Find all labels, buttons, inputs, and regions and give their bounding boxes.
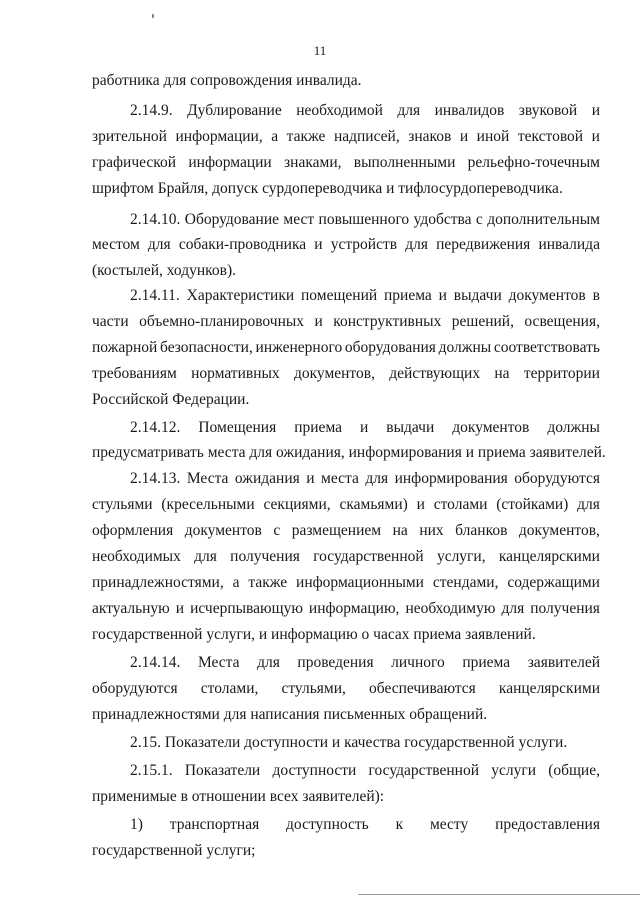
word: передвижения — [436, 236, 531, 253]
text-line — [130, 816, 600, 834]
word: графической — [92, 154, 177, 171]
word: приема — [462, 654, 511, 671]
word: документов — [184, 522, 262, 539]
word: для — [257, 654, 280, 671]
word: (кресельными — [161, 496, 255, 513]
text-line — [92, 128, 600, 146]
word: государственной — [368, 762, 480, 779]
word: требованиям — [92, 365, 177, 382]
word: 2.14.12. — [130, 419, 181, 436]
word: 2.14.9. — [130, 102, 173, 119]
bottom-scan-rule — [358, 894, 640, 895]
text-line: предусматривать места для ожидания, информирования и приема заявителей. — [92, 444, 606, 461]
word: должны — [547, 419, 600, 436]
word: предоставления — [495, 816, 600, 833]
word: зрительной — [92, 128, 167, 145]
word: на — [392, 522, 408, 539]
word: пожарной — [92, 339, 158, 356]
word: (стойками) — [496, 496, 569, 513]
word: содержащими — [507, 574, 600, 591]
text-line: государственной услуги, и информацию о часах приема заявлений. — [92, 626, 536, 643]
word: мест — [283, 211, 315, 228]
word: документов — [452, 419, 530, 436]
text-line — [92, 548, 600, 566]
text-line: работника для сопровождения инвалида. — [92, 72, 362, 89]
word: Характеристики — [186, 287, 295, 304]
word: и — [314, 313, 323, 330]
word: и — [591, 128, 600, 145]
word: услуги — [491, 762, 536, 779]
word: и — [591, 102, 600, 119]
word: инженерного — [255, 339, 343, 356]
word: удобства — [413, 211, 472, 228]
word: доступность — [286, 816, 369, 833]
word: освещения, — [524, 313, 600, 330]
word: 2.15.1. — [130, 762, 173, 779]
word: звуковой — [518, 102, 578, 119]
word: к — [395, 816, 404, 833]
word: обеспечиваются — [369, 680, 476, 697]
word: на — [494, 365, 510, 382]
word: и — [438, 287, 447, 304]
word: и — [459, 128, 469, 145]
word: для — [397, 102, 421, 119]
word: 2.14.10. — [130, 211, 181, 228]
text-line — [92, 154, 600, 172]
word: действующих — [389, 365, 481, 382]
text-line: шрифтом Брайля, допуск сурдопереводчика и тифлосурдопереводчика. — [92, 180, 563, 197]
word: исчерпывающую — [190, 600, 303, 617]
text-line — [92, 339, 600, 357]
word: повышенного — [318, 211, 410, 228]
word: и — [314, 236, 323, 253]
word: получения — [530, 600, 600, 617]
text-line — [130, 762, 600, 780]
word: с — [475, 211, 483, 228]
word: информационными — [296, 574, 424, 591]
text-line — [92, 600, 600, 618]
word: для — [501, 600, 525, 617]
text-line — [92, 680, 600, 698]
word: бланков — [455, 522, 508, 539]
word: для — [194, 548, 217, 565]
word: размещением — [291, 522, 382, 539]
word: дополнительным — [487, 211, 600, 228]
word: инвалида — [538, 236, 600, 253]
text-line — [130, 287, 600, 305]
text-line — [130, 102, 600, 120]
word: канцелярскими — [498, 548, 600, 565]
word: Помещения — [198, 419, 277, 436]
word: Показатели — [184, 762, 261, 779]
word: должны — [438, 339, 492, 356]
text-line — [92, 365, 600, 383]
word: канцелярскими — [498, 680, 600, 697]
word: личного — [391, 654, 445, 671]
word: 1) — [130, 816, 143, 833]
word: необходимых — [92, 548, 181, 565]
word: Места — [197, 654, 240, 671]
word: получения — [230, 548, 300, 565]
text-line — [130, 211, 600, 229]
word: помещений — [301, 287, 378, 304]
text-line — [92, 522, 600, 540]
word: стульями, — [281, 680, 346, 697]
word: необходимой — [296, 102, 383, 119]
text-line — [130, 419, 600, 437]
word: месту — [429, 816, 469, 833]
word: выдачи — [453, 287, 502, 304]
word: Оборудование — [184, 211, 280, 228]
word: документов, — [518, 522, 600, 539]
word: знаков — [408, 128, 452, 145]
text-line — [92, 236, 600, 254]
word: Дублирование — [187, 102, 282, 119]
word: документов — [508, 287, 586, 304]
word: в — [592, 287, 600, 304]
word: услуги, — [436, 548, 486, 565]
word: Места — [186, 470, 229, 487]
word: устройств — [330, 236, 398, 253]
word: места — [321, 470, 359, 487]
text-line: 2.15. Показатели доступности и качества государственной услуги. — [130, 734, 568, 751]
word: нормативных — [191, 365, 280, 382]
word: 2.14.11. — [130, 287, 180, 304]
word: необходимую — [405, 600, 496, 617]
word: объемно-планировочных — [139, 313, 305, 330]
word: них — [419, 522, 444, 539]
word: и — [306, 470, 315, 487]
page-number: 11 — [313, 43, 327, 58]
word: оборудуются — [514, 470, 600, 487]
word: части — [92, 313, 129, 330]
word: информацию, — [308, 600, 400, 617]
word: для — [577, 496, 600, 513]
word: секциями, — [263, 496, 331, 513]
word: столами — [433, 496, 488, 513]
word: а — [271, 128, 279, 145]
word: информации, — [175, 128, 263, 145]
text-line — [92, 313, 600, 331]
text-line: Российской Федерации. — [92, 391, 250, 408]
word: и — [360, 419, 369, 436]
text-line — [92, 574, 600, 592]
word: актуальную — [92, 600, 170, 617]
word: ожидания — [234, 470, 300, 487]
word: оформления — [92, 522, 174, 539]
word: 2.14.14. — [130, 654, 181, 671]
word: приема — [294, 419, 343, 436]
word: принадлежностями, — [92, 574, 224, 591]
word: территории — [523, 365, 600, 382]
word: знаками, — [284, 154, 342, 171]
word: (общие, — [548, 762, 600, 779]
word: текстовой — [517, 128, 584, 145]
word: для — [147, 236, 171, 253]
word: оборудования — [344, 339, 436, 356]
word: конструктивных — [333, 313, 442, 330]
word: 2.14.13. — [130, 470, 181, 487]
word: соответствовать — [493, 339, 600, 356]
word: приема — [384, 287, 432, 304]
word: оборудуются — [92, 680, 178, 697]
word: также — [286, 128, 326, 145]
word: документов, — [293, 365, 375, 382]
word: скамьями) — [339, 496, 408, 513]
word: собаки-проводника — [178, 236, 307, 253]
word: безопасности, — [160, 339, 253, 356]
word: и — [175, 600, 185, 617]
word: заявителей — [527, 654, 600, 671]
word: выдачи — [386, 419, 435, 436]
word: а — [232, 574, 240, 591]
word: проведения — [297, 654, 374, 671]
word: решений, — [451, 313, 514, 330]
word: местом — [92, 236, 140, 253]
text-line — [130, 654, 600, 672]
word: транспортная — [169, 816, 260, 833]
word: информирования — [394, 470, 508, 487]
word: иной — [476, 128, 510, 145]
word: инвалидов — [434, 102, 505, 119]
text-line: применимые в отношении всех заявителей): — [92, 788, 385, 805]
word: государственной — [313, 548, 424, 565]
word: столами, — [200, 680, 259, 697]
word: стендами, — [432, 574, 499, 591]
text-line: (костылей, ходунков). — [92, 262, 237, 279]
word: с — [273, 522, 281, 539]
scan-speck — [152, 14, 154, 18]
word: также — [248, 574, 288, 591]
text-line: принадлежностями для написания письменных обращений. — [92, 706, 488, 723]
word: информации — [188, 154, 272, 171]
word: надписей, — [333, 128, 400, 145]
text-line: государственной услуги; — [92, 842, 256, 859]
word: для — [365, 470, 389, 487]
word: рельефно-точечным — [467, 154, 600, 171]
text-line — [130, 470, 600, 488]
word: для — [405, 236, 428, 253]
word: стульями — [92, 496, 153, 513]
text-line — [92, 496, 600, 514]
word: и — [416, 496, 425, 513]
word: выполненными — [353, 154, 456, 171]
word: доступности — [272, 762, 357, 779]
